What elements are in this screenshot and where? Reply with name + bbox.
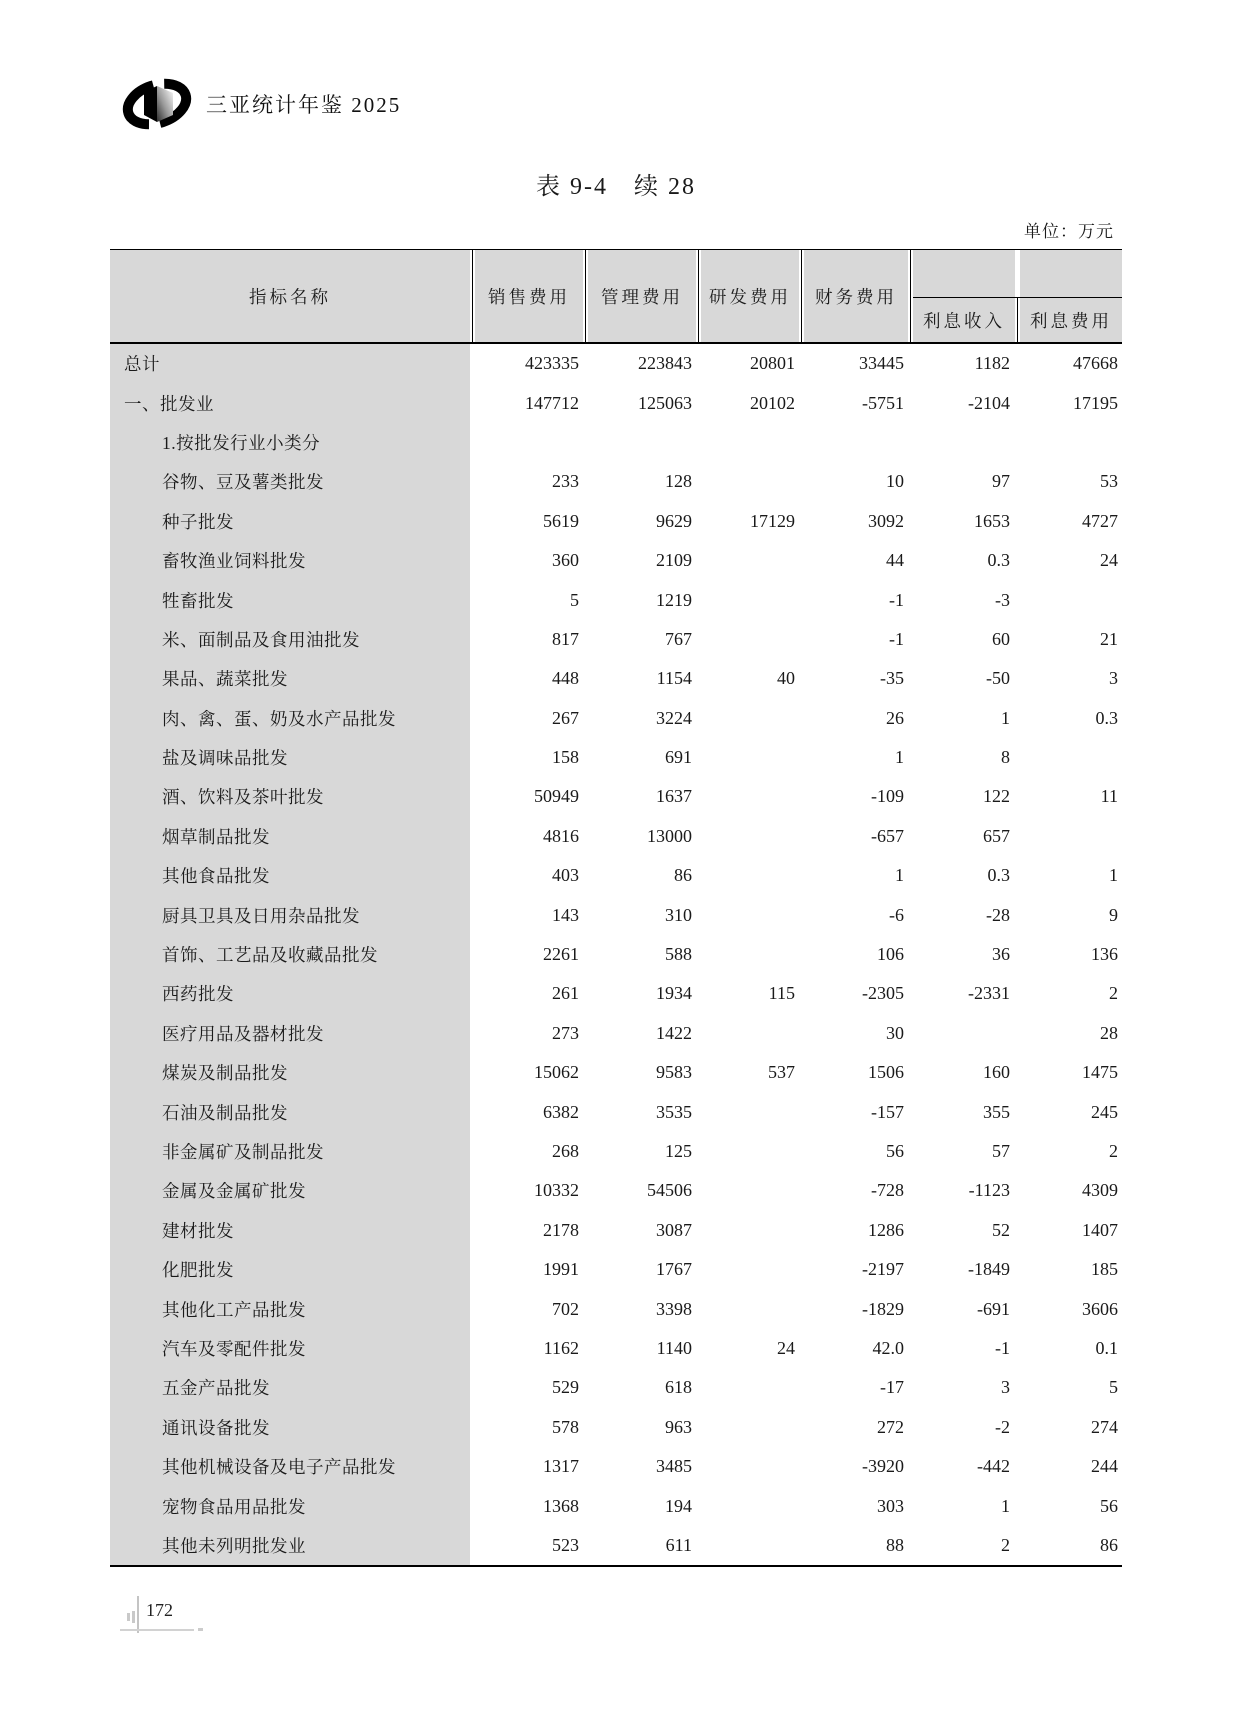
row-label: 汽车及零配件批发 [110,1329,470,1368]
cell-value [913,1014,1014,1053]
cell-value: 1653 [974,510,1010,531]
cell-value [475,423,583,462]
cell-value: 5619 [543,510,579,531]
row-label: 化肥批发 [110,1250,470,1289]
cell-value: 158 [552,747,579,768]
cell-value: 2261 [543,944,579,965]
cell-value: 0.3 [1095,707,1118,728]
cell-value: 2109 [656,550,692,571]
cell-value: 143 [552,904,579,925]
cell-value: 86 [1100,1534,1118,1555]
cell-value: 1475 [1082,1062,1118,1083]
cell-value: 47668 [1073,353,1118,374]
table-row [110,777,1122,816]
cell-value: 11 [1100,786,1118,807]
cell-value: 4309 [1082,1180,1118,1201]
col-header-interest-expense: 利息费用 [1020,298,1122,342]
cell-value: 1 [1109,865,1118,886]
cell-value: -657 [871,825,904,846]
cell-value: -3920 [862,1456,904,1477]
table-row [110,856,1122,895]
table-row [110,895,1122,934]
cell-value: 355 [983,1101,1010,1122]
row-label: 种子批发 [110,502,470,541]
table-row [110,1289,1122,1328]
cell-value: 3606 [1082,1298,1118,1319]
table-row [110,699,1122,738]
cell-value: -109 [871,786,904,807]
cell-value: 611 [665,1534,692,1555]
cell-value: 125063 [638,392,692,413]
cell-value: 54506 [647,1180,692,1201]
cell-value: 106 [877,944,904,965]
cell-value: 24 [777,1337,795,1358]
table-row [110,502,1122,541]
table-body [110,344,1122,1565]
cell-value: 1317 [543,1456,579,1477]
cell-value: 3 [1109,668,1118,689]
spacer-cell [1020,250,1122,297]
table-row [110,423,1122,462]
cell-value: 272 [877,1416,904,1437]
cell-value [701,1289,799,1328]
cell-value: 261 [552,983,579,1004]
cell-value: -6 [889,904,904,925]
cell-value: 578 [552,1416,579,1437]
cell-value: 125 [665,1141,692,1161]
cell-value: 10332 [534,1180,579,1201]
cell-value: 360 [552,550,579,571]
row-label: 一、批发业 [110,383,470,422]
cell-value: 115 [768,983,795,1004]
cell-value: -2197 [862,1259,904,1280]
row-label: 1.按批发行业小类分 [110,423,470,462]
row-label: 金属及金属矿批发 [110,1171,470,1210]
cell-value: 1506 [868,1062,904,1083]
table-header [110,250,1122,344]
cell-value [701,1447,799,1486]
footer-tick-mark [127,1613,130,1621]
row-label: 其他机械设备及电子产品批发 [110,1447,470,1486]
cell-value: -1 [995,1337,1010,1358]
row-label: 果品、蔬菜批发 [110,659,470,698]
interest-group-spacer [913,250,1122,298]
cell-value: -50 [986,668,1010,689]
cell-value [701,738,799,777]
footer-crop-vline [137,1596,139,1633]
cell-value: 1422 [656,1022,692,1043]
cell-value: 5 [570,589,579,610]
spacer-cell [913,250,1015,297]
col-header-interest-income: 利息收入 [913,298,1015,342]
row-label: 首饰、工艺品及收藏品批发 [110,935,470,974]
cell-value: 30 [886,1022,904,1043]
table-row [110,974,1122,1013]
cell-value: 52 [992,1219,1010,1240]
cell-value: 1 [1001,707,1010,728]
cell-value: -2331 [968,983,1010,1004]
col-header-selling-expense: 销售费用 [475,250,583,342]
cell-value: 2178 [543,1219,579,1240]
table-row [110,344,1122,383]
cell-value: 9 [1109,904,1118,925]
row-label: 其他未列明批发业 [110,1526,470,1565]
cell-value: 1637 [656,786,692,807]
logo-cube-dark-face [144,86,157,122]
cell-value: 44 [886,550,904,571]
row-label: 医疗用品及器材批发 [110,1014,470,1053]
cell-value: -1123 [968,1180,1010,1201]
cell-value: 122 [983,786,1010,807]
cell-value [701,620,799,659]
cell-value [1019,738,1122,777]
cell-value: 21 [1100,628,1118,649]
cell-value: -3 [995,589,1010,610]
cell-value: 537 [768,1062,795,1083]
cell-value: 4816 [543,825,579,846]
cell-value: 303 [877,1495,904,1516]
cell-value [701,777,799,816]
cell-value: 36 [992,944,1010,965]
cell-value: 817 [552,628,579,649]
table-row [110,462,1122,501]
row-label: 畜牧渔业饲料批发 [110,541,470,580]
page-number: 172 [146,1600,173,1620]
cell-value: -1 [889,589,904,610]
cell-value: 310 [665,904,692,925]
row-label: 石油及制品批发 [110,1092,470,1131]
cell-value: 244 [1091,1456,1118,1477]
row-label: 谷物、豆及薯类批发 [110,462,470,501]
col-header-indicator: 指标名称 [110,250,470,342]
cell-value: 57 [992,1141,1010,1161]
page-footer [120,1596,250,1640]
cell-value [701,1014,799,1053]
cell-value: 3092 [868,510,904,531]
cell-value: 9583 [656,1062,692,1083]
cell-value [701,1171,799,1210]
cell-value: 128 [665,471,692,492]
cell-value [1019,580,1122,619]
cell-value: 20801 [750,353,795,374]
cell-value: 26 [886,707,904,728]
cell-value: 267 [552,707,579,728]
cell-value: 3485 [656,1456,692,1477]
table-row [110,659,1122,698]
cell-value [701,699,799,738]
cell-value: 15062 [534,1062,579,1083]
row-label: 米、面制品及食用油批发 [110,620,470,659]
table-row [110,1368,1122,1407]
cell-value [701,580,799,619]
cell-value: 268 [552,1141,579,1161]
cell-value: -1829 [862,1298,904,1319]
cell-value: -2 [995,1416,1010,1437]
cell-value: 1182 [974,353,1010,374]
cell-value: 56 [886,1141,904,1161]
statistics-table [110,249,1122,1567]
row-label: 酒、饮料及茶叶批发 [110,777,470,816]
brand-header [118,0,1241,136]
table-row [110,1171,1122,1210]
cell-value [701,1250,799,1289]
row-label: 其他化工产品批发 [110,1289,470,1328]
footer-crop-hline [120,1629,194,1631]
row-label: 总计 [110,344,470,383]
cell-value: -157 [871,1101,904,1122]
cell-value [1019,423,1122,462]
cell-value: 1407 [1082,1219,1118,1240]
table-row [110,738,1122,777]
cell-value: 97 [992,471,1010,492]
row-label: 烟草制品批发 [110,817,470,856]
cell-value: 403 [552,865,579,886]
row-label: 西药批发 [110,974,470,1013]
row-label: 通讯设备批发 [110,1408,470,1447]
cell-value: 28 [1100,1022,1118,1043]
table-row [110,1132,1122,1171]
row-label: 宠物食品用品批发 [110,1486,470,1525]
cell-value: 13000 [647,825,692,846]
col-header-financial-expense: 财务费用 [804,250,908,342]
row-label: 肉、禽、蛋、奶及水产品批发 [110,699,470,738]
cell-value: -728 [871,1180,904,1201]
cell-value: -35 [880,668,904,689]
cell-value: 2 [1109,1141,1118,1161]
cell-value: 3535 [656,1101,692,1122]
cell-value: 1219 [656,589,692,610]
cell-value: 274 [1091,1416,1118,1437]
cell-value [913,423,1014,462]
cell-value: 245 [1091,1101,1118,1122]
cell-value: 147712 [525,392,579,413]
yearbook-logo-icon [118,73,196,135]
cell-value: 194 [665,1495,692,1516]
cell-value: 3 [1001,1377,1010,1398]
table-row [110,1408,1122,1447]
table-row [110,1329,1122,1368]
cell-value: 963 [665,1416,692,1437]
cell-value: 9629 [656,510,692,531]
cell-value [701,1132,799,1171]
cell-value: 1767 [656,1259,692,1280]
cell-value: 33445 [859,353,904,374]
cell-value: 448 [552,668,579,689]
cell-value: 1286 [868,1219,904,1240]
table-row [110,935,1122,974]
cell-value: 691 [665,747,692,768]
cell-value: 50949 [534,786,579,807]
unit-label: 单位：万元 [1024,222,1114,241]
cell-value: 60 [992,628,1010,649]
cell-value [701,1092,799,1131]
cell-value: 657 [983,825,1010,846]
cell-value: 3224 [656,707,692,728]
cell-value [701,935,799,974]
table-row [110,541,1122,580]
cell-value [701,1211,799,1250]
cell-value: -1 [889,628,904,649]
cell-value: 185 [1091,1259,1118,1280]
cell-value: -442 [977,1456,1010,1477]
cell-value: 767 [665,628,692,649]
cell-value: 6382 [543,1101,579,1122]
yearbook-name: 三亚统计年鉴 2025 [206,93,402,117]
cell-value: 17129 [750,510,795,531]
cell-value: 423335 [525,353,579,374]
cell-value [701,1408,799,1447]
row-label: 盐及调味品批发 [110,738,470,777]
cell-value: 0.3 [987,550,1010,571]
cell-value: 5 [1109,1377,1118,1398]
cell-value: 618 [665,1377,692,1398]
row-label: 其他食品批发 [110,856,470,895]
row-label: 牲畜批发 [110,580,470,619]
cell-value: 523 [552,1534,579,1555]
row-label: 建材批发 [110,1211,470,1250]
cell-value: 233 [552,471,579,492]
cell-value: 8 [1001,747,1010,768]
table-row [110,383,1122,422]
cell-value: 3398 [656,1298,692,1319]
cell-value [701,895,799,934]
cell-value: 136 [1091,944,1118,965]
cell-value [701,856,799,895]
row-label: 非金属矿及制品批发 [110,1132,470,1171]
table-row [110,1014,1122,1053]
cell-value: 20102 [750,392,795,413]
table-row [110,1250,1122,1289]
cell-value [701,1368,799,1407]
table-row [110,1526,1122,1565]
cell-value: 1162 [543,1337,579,1358]
cell-value: 4727 [1082,510,1118,531]
cell-value: 88 [886,1534,904,1555]
footer-tick-mark [132,1611,135,1623]
cell-value: 56 [1100,1495,1118,1516]
cell-value: 702 [552,1298,579,1319]
row-label: 煤炭及制品批发 [110,1053,470,1092]
cell-value [701,423,799,462]
cell-value [701,1526,799,1565]
cell-value: 53 [1100,471,1118,492]
cell-value: -17 [880,1377,904,1398]
cell-value [1019,817,1122,856]
cell-value: 3087 [656,1219,692,1240]
footer-crop-dash [198,1628,203,1631]
cell-value: 10 [886,471,904,492]
cell-value: 1368 [543,1495,579,1516]
cell-value: -691 [977,1298,1010,1319]
cell-value: 1 [895,865,904,886]
cell-value: 2 [1109,983,1118,1004]
cell-value: 160 [983,1062,1010,1083]
cell-value [701,1486,799,1525]
row-label: 厨具卫具及日用杂品批发 [110,895,470,934]
cell-value: -28 [986,904,1010,925]
cell-value: 1934 [656,983,692,1004]
cell-value [701,817,799,856]
cell-value: 1 [895,747,904,768]
interest-subcolumn-group [913,250,1122,342]
table-row [110,580,1122,619]
table-title: 表 9-4 续 28 [536,174,696,200]
cell-value [701,462,799,501]
cell-value: 42.0 [872,1337,904,1358]
table-row [110,1447,1122,1486]
cell-value: 2 [1001,1534,1010,1555]
col-header-admin-expense: 管理费用 [588,250,696,342]
col-header-rd-expense: 研发费用 [701,250,799,342]
cell-value: 1991 [543,1259,579,1280]
cell-value: 1154 [656,668,692,689]
cell-value [701,541,799,580]
cell-value: 1140 [656,1337,692,1358]
row-label: 五金产品批发 [110,1368,470,1407]
cell-value [804,423,908,462]
cell-value: -5751 [862,392,904,413]
cell-value: -1849 [968,1259,1010,1280]
table-row [110,620,1122,659]
cell-value: 17195 [1073,392,1118,413]
cell-value: -2104 [968,392,1010,413]
cell-value: 529 [552,1377,579,1398]
cell-value: 273 [552,1022,579,1043]
table-row [110,1486,1122,1525]
cell-value: 40 [777,668,795,689]
cell-value [588,423,696,462]
cell-value: 223843 [638,353,692,374]
cell-value: 0.3 [987,865,1010,886]
cell-value: 86 [674,865,692,886]
table-row [110,1053,1122,1092]
cell-value: -2305 [862,983,904,1004]
cell-value: 0.1 [1095,1337,1118,1358]
cell-value: 24 [1100,550,1118,571]
table-row [110,817,1122,856]
table-row [110,1211,1122,1250]
table-row [110,1092,1122,1131]
cell-value: 588 [665,944,692,965]
cell-value: 1 [1001,1495,1010,1516]
